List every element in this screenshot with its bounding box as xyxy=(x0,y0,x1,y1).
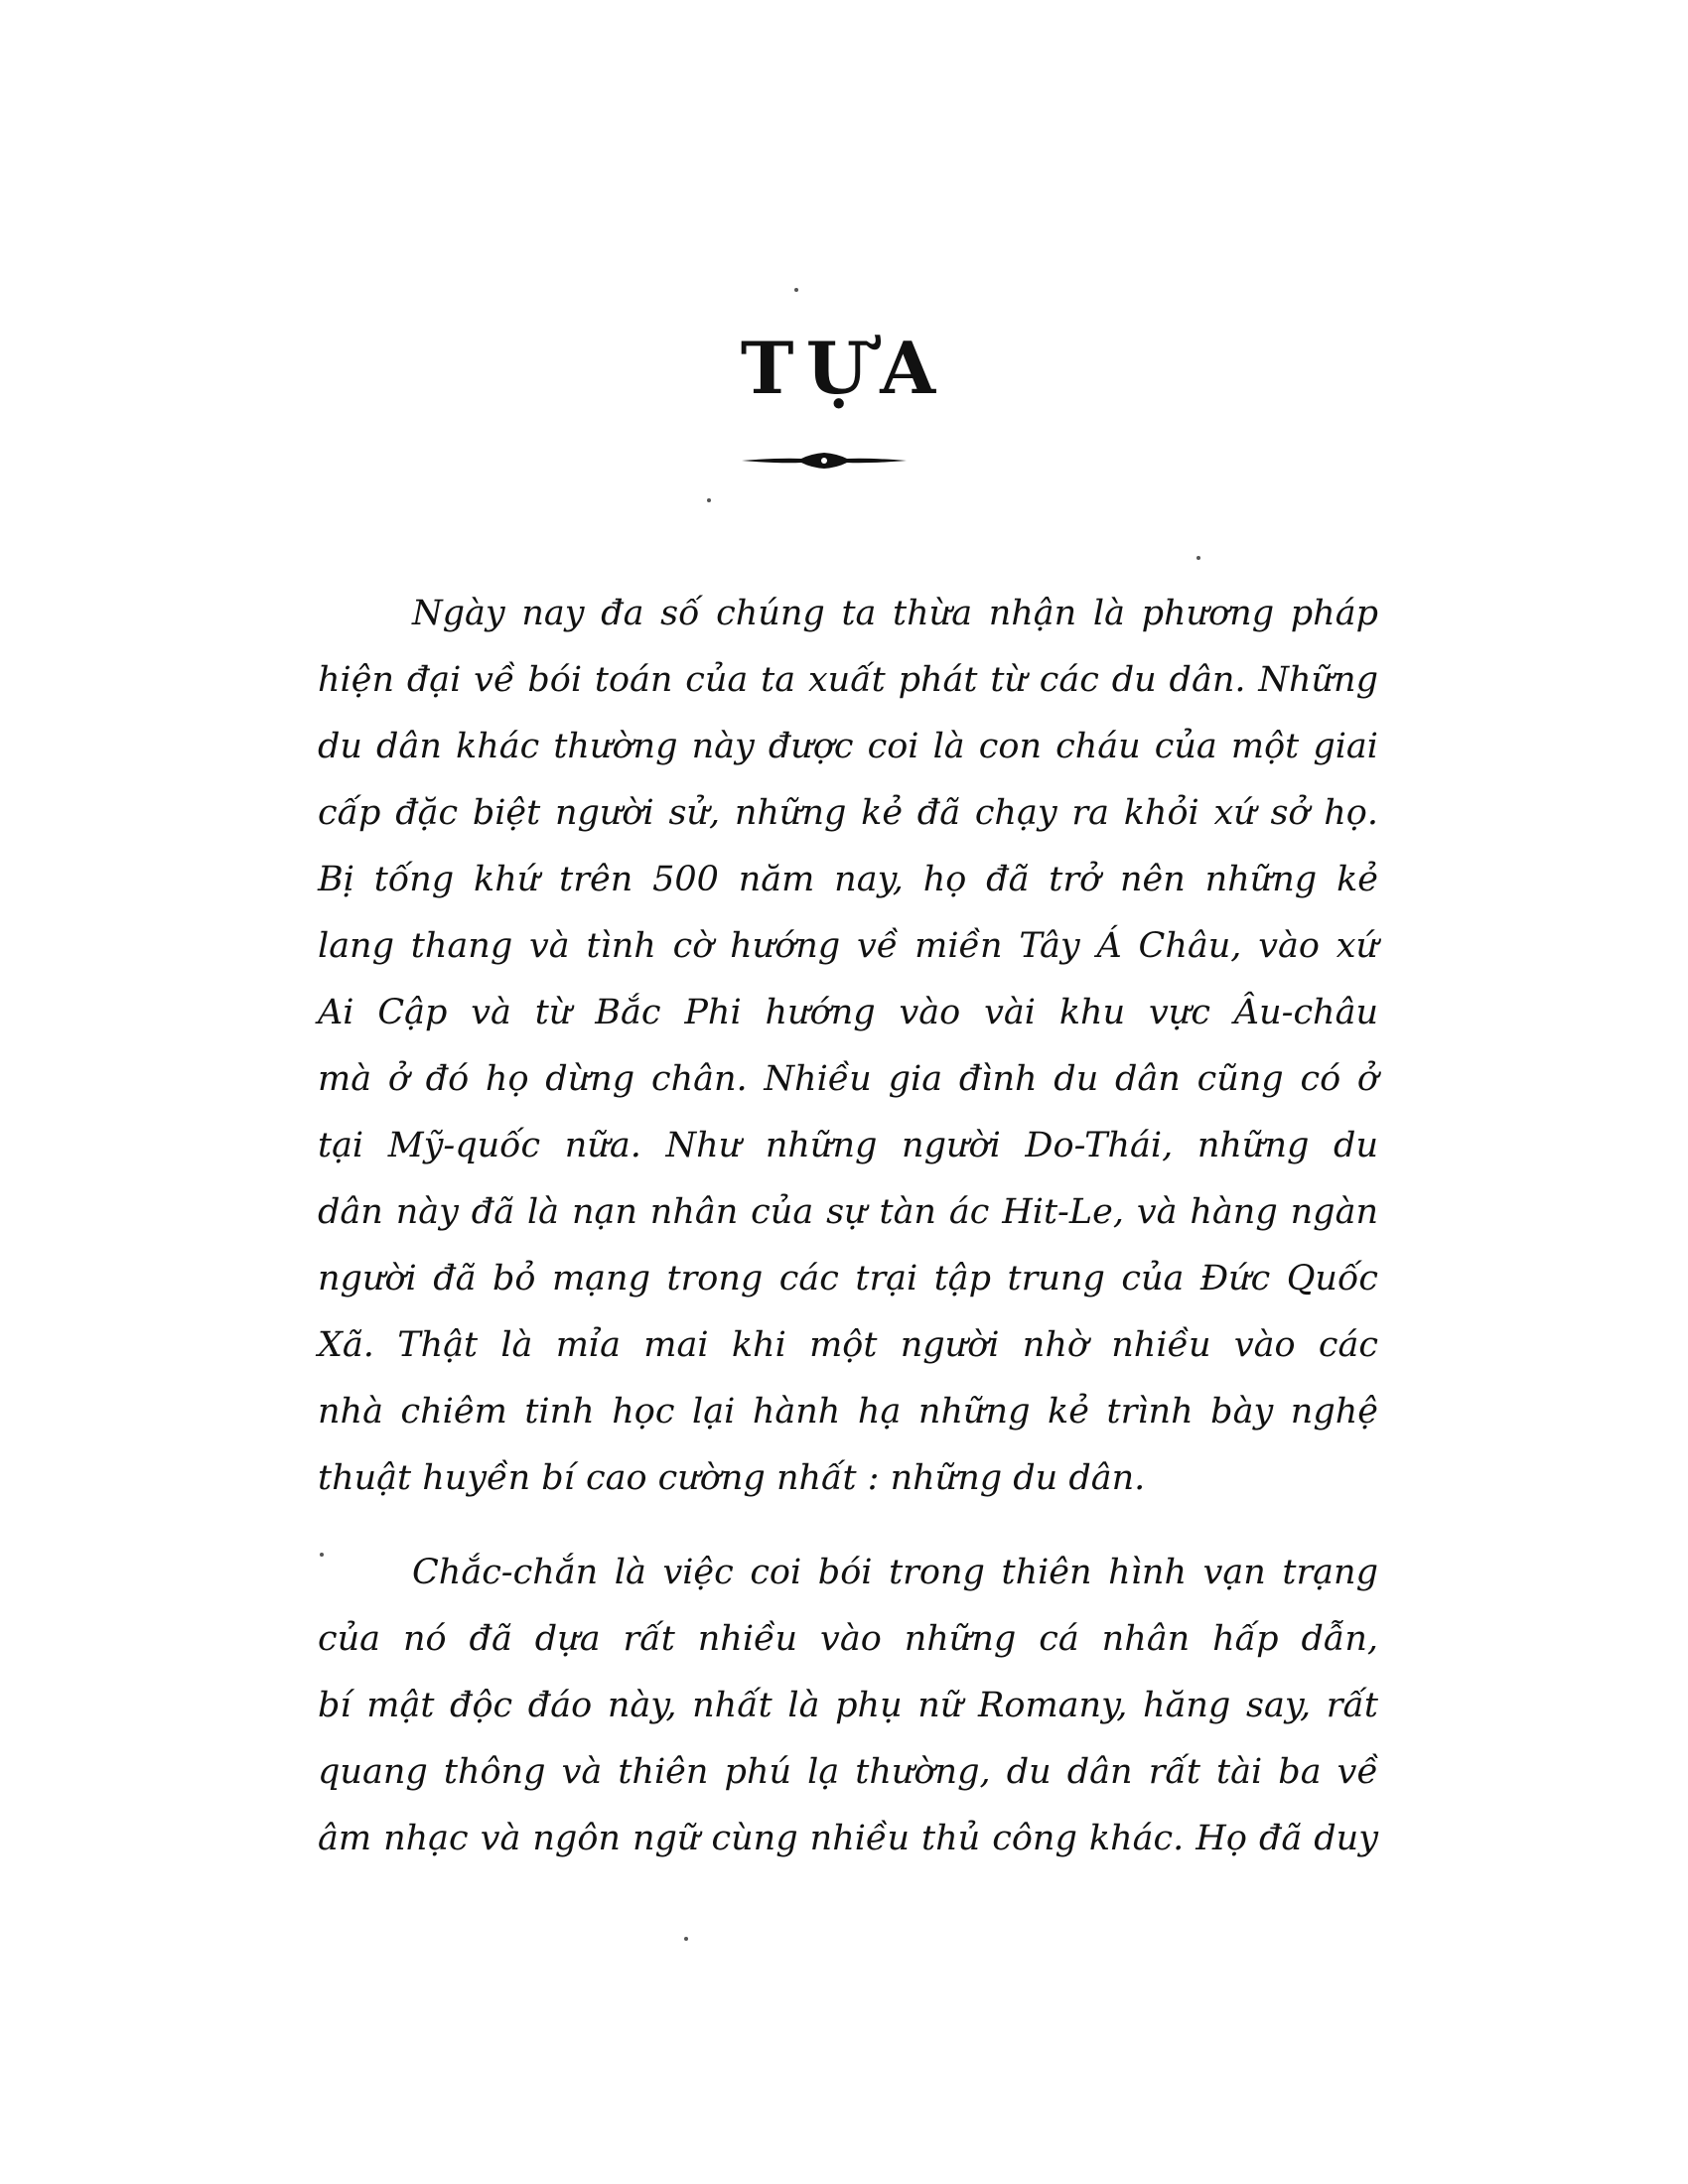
text-line: cấp đặc biệt người sử, những kẻ đã chạy ra khỏi xứ sở họ. xyxy=(318,793,1378,833)
text-line: của nó đã dựa rất nhiều vào những cá nhân hấp dẫn, xyxy=(318,1619,1378,1659)
text-line: mà ở đó họ dừng chân. Nhiều gia đình du dân cũng có ở xyxy=(318,1059,1378,1099)
text-line: tại Mỹ-quốc nữa. Như những người Do-Thái, những du xyxy=(318,1126,1378,1165)
paragraph-1 xyxy=(318,581,1378,1512)
text-line: thuật huyền bí cao cường nhất : những du dân. xyxy=(318,1458,1146,1498)
text-line: bí mật độc đáo này, nhất là phụ nữ Romany, hăng say, rất xyxy=(318,1686,1378,1725)
text-line: người đã bỏ mạng trong các trại tập trung của Đức Quốc xyxy=(318,1259,1378,1298)
scan-speck xyxy=(320,1553,324,1557)
title-ornament-divider xyxy=(740,449,909,473)
scan-speck xyxy=(707,498,711,502)
scan-speck xyxy=(794,288,798,292)
text-line: quang thông và thiên phú lạ thường, du dân rất tài ba về xyxy=(318,1752,1378,1792)
text-line: dân này đã là nạn nhân của sự tàn ác Hit-Le, và hàng ngàn xyxy=(318,1192,1378,1232)
text-line: Chắc-chắn là việc coi bói trong thiên hình vạn trạng xyxy=(412,1553,1378,1592)
text-line: Ngày nay đa số chúng ta thừa nhận là phương pháp xyxy=(412,594,1378,633)
preface-text xyxy=(318,581,1378,1900)
text-line: âm nhạc và ngôn ngữ cùng nhiều thủ công khác. Họ đã duy xyxy=(318,1819,1378,1858)
text-line: nhà chiêm tinh học lại hành hạ những kẻ trình bày nghệ xyxy=(318,1392,1378,1432)
paragraph-2 xyxy=(318,1540,1378,1872)
text-line: hiện đại về bói toán của ta xuất phát từ các du dân. Những xyxy=(318,660,1378,700)
text-line: Xã. Thật là mỉa mai khi một người nhờ nhiều vào các xyxy=(318,1325,1378,1365)
scan-speck xyxy=(1196,556,1200,560)
chapter-title: TỰA xyxy=(740,326,948,410)
text-line: du dân khác thường này được coi là con cháu của một giai xyxy=(318,727,1378,766)
text-line: Bị tống khứ trên 500 năm nay, họ đã trở nên những kẻ xyxy=(318,860,1378,899)
text-line: Ai Cập và từ Bắc Phi hướng vào vài khu vực Âu-châu xyxy=(318,993,1378,1032)
text-line: lang thang và tình cờ hướng về miền Tây Á Châu, vào xứ xyxy=(318,926,1378,966)
scan-speck xyxy=(684,1937,688,1941)
